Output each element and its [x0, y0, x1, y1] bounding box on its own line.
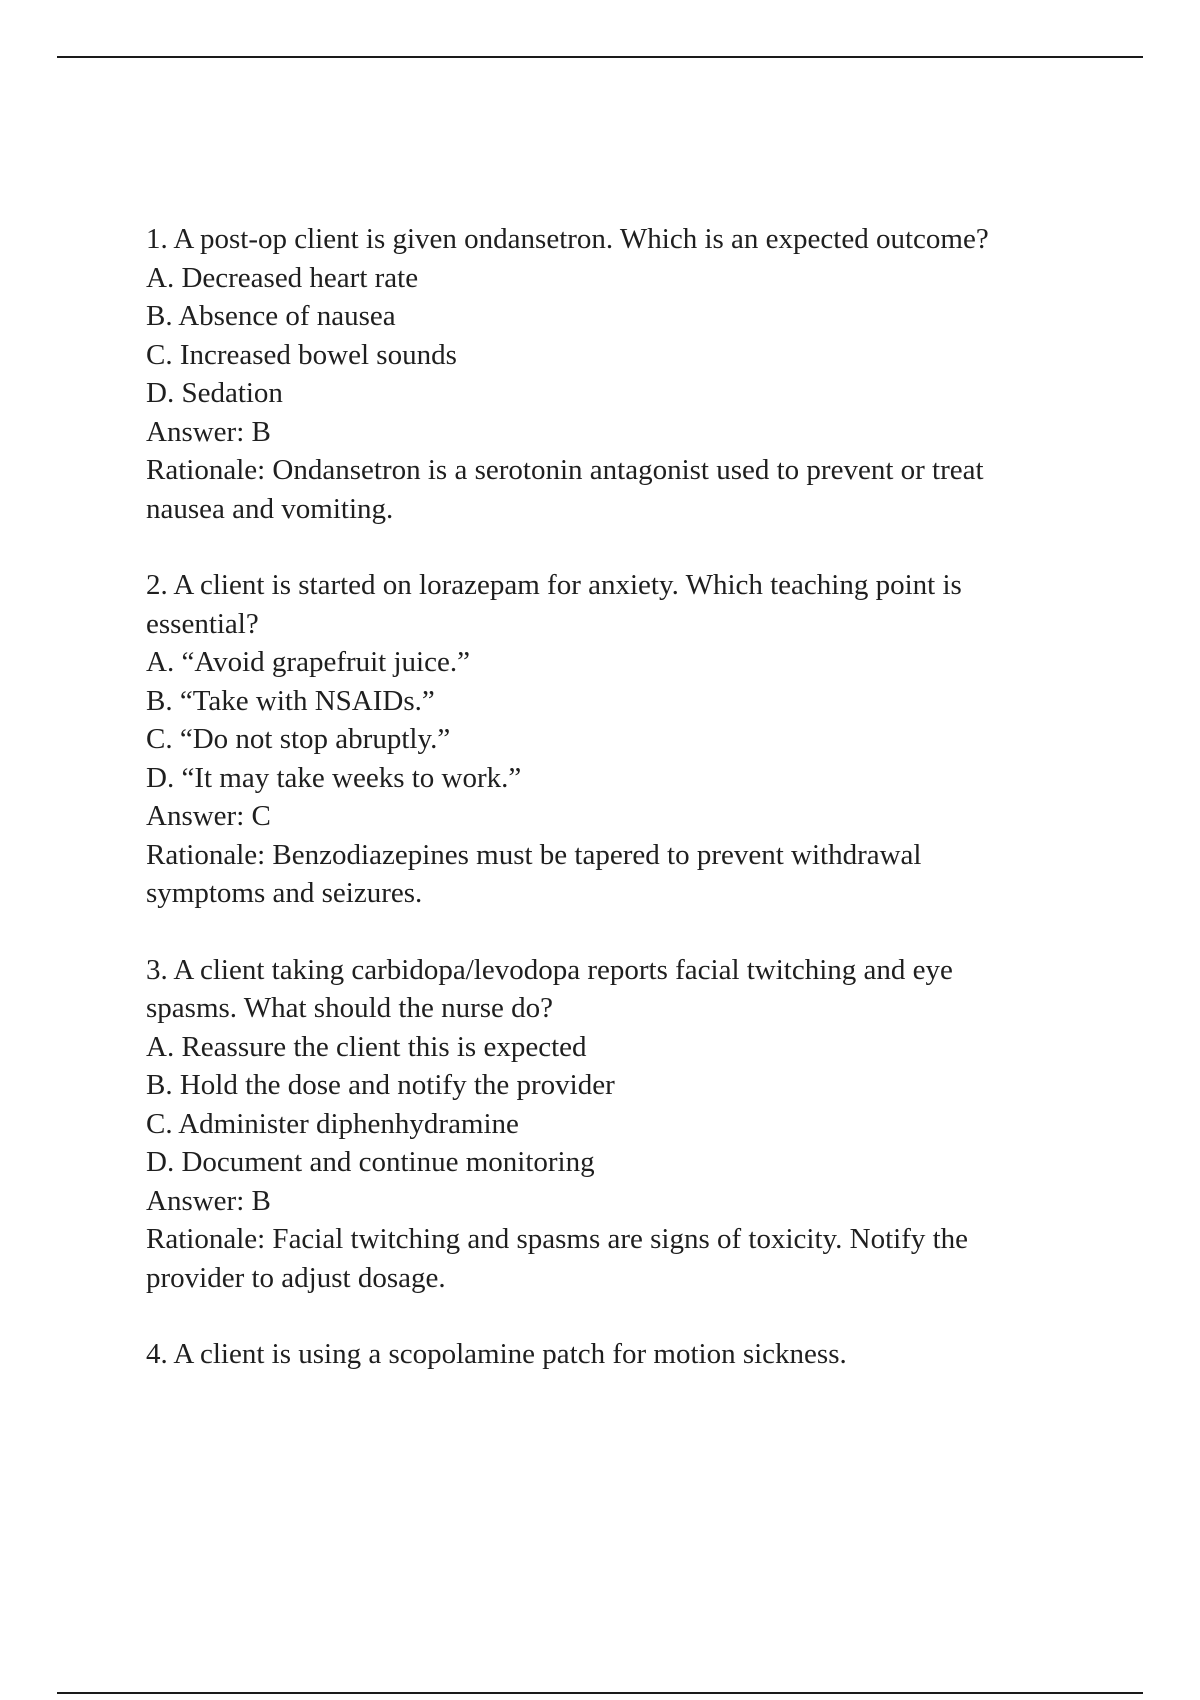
answer-option: D. Sedation: [146, 377, 283, 409]
document-body: [146, 220, 1046, 1412]
answer-option: B. Absence of nausea: [146, 300, 396, 332]
answer-option: A. Decreased heart rate: [146, 261, 419, 294]
question-stem: 4. A client is using a scopolamine patch for motion sickness.: [146, 1338, 847, 1370]
question-1: [146, 220, 1046, 528]
answer-option: D. “It may take weeks to work.”: [146, 761, 522, 794]
answer-option: C. “Do not stop abruptly.”: [146, 723, 451, 755]
answer-option: C. Administer diphenhydramine: [146, 1107, 519, 1140]
rationale: Rationale: Ondansetron is a serotonin antagonist used to prevent or treat nausea and vomiting.: [146, 454, 984, 525]
bottom-rule: [57, 1692, 1143, 1694]
question-stem: 3. A client taking carbidopa/levodopa reports facial twitching and eye spasms. What should the nurse do?: [146, 953, 953, 1024]
correct-answer: Answer: B: [146, 415, 271, 448]
answer-option: C. Increased bowel sounds: [146, 338, 457, 371]
top-rule: [57, 56, 1143, 58]
answer-option: B. “Take with NSAIDs.”: [146, 684, 435, 717]
answer-option: B. Hold the dose and notify the provider: [146, 1069, 615, 1101]
question-4: [146, 1335, 1046, 1374]
answer-option: A. “Avoid grapefruit juice.”: [146, 646, 470, 678]
question-stem: 2. A client is started on lorazepam for anxiety. Which teaching point is essential?: [146, 569, 962, 640]
question-2: [146, 566, 1046, 913]
correct-answer: Answer: B: [146, 1184, 271, 1217]
correct-answer: Answer: C: [146, 800, 271, 832]
question-3: [146, 951, 1046, 1298]
rationale: Rationale: Facial twitching and spasms are signs of toxicity. Notify the provider to adjust dosage.: [146, 1223, 969, 1294]
answer-option: A. Reassure the client this is expected: [146, 1030, 587, 1063]
question-stem: 1. A post-op client is given ondansetron. Which is an expected outcome?: [146, 223, 989, 255]
rationale: Rationale: Benzodiazepines must be tapered to prevent withdrawal symptoms and seizures.: [146, 838, 922, 909]
answer-option: D. Document and continue monitoring: [146, 1146, 595, 1178]
